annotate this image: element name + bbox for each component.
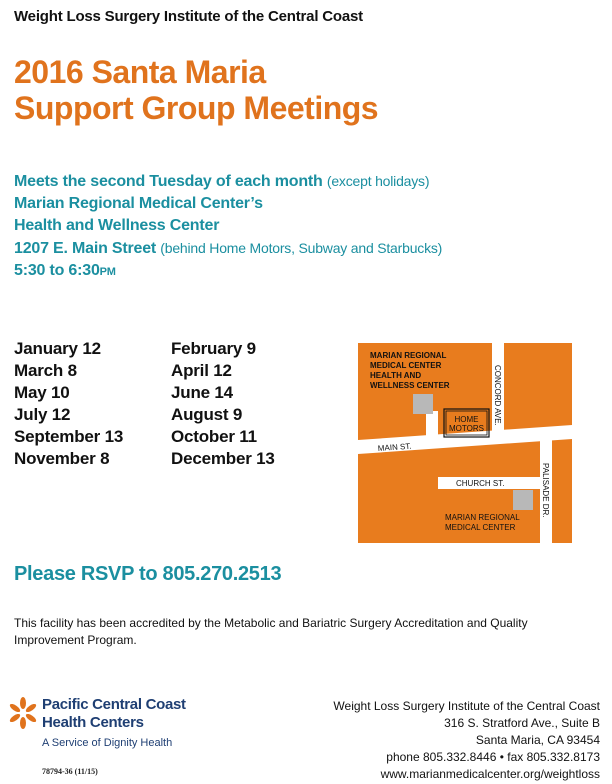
time-line	[14, 260, 604, 283]
home-motors-label-2: MOTORS	[449, 424, 484, 433]
meeting-info	[14, 170, 604, 283]
driveway-road	[426, 411, 438, 442]
wellness-center-label-2: MEDICAL CENTER	[370, 361, 442, 370]
dates-column-2	[171, 338, 275, 470]
meeting-date: August 9	[171, 405, 243, 424]
title-line-1: 2016 Santa Maria	[14, 54, 266, 90]
location-line-2: Health and Wellness Center	[14, 217, 220, 234]
address-line-2: 316 S. Stratford Ave., Suite B	[444, 716, 600, 730]
concord-ave-label: CONCORD AVE.	[493, 365, 502, 426]
meeting-date: July 12	[14, 405, 71, 424]
schedule-text: Meets the second Tuesday of each month	[14, 173, 323, 190]
medical-center-label-2: MEDICAL CENTER	[445, 523, 516, 532]
logo-tagline: A Service of Dignity Health	[42, 737, 173, 749]
street-text: 1207 E. Main Street	[14, 240, 157, 257]
wellness-center-label-4: WELLNESS CENTER	[370, 381, 450, 390]
address-line-3: Santa Maria, CA 93454	[475, 733, 600, 747]
contact-address	[333, 698, 600, 783]
time-text: 5:30 to 6:30	[14, 262, 100, 279]
address-line-1: Weight Loss Surgery Institute of the Central Coast	[333, 699, 600, 713]
meeting-date: June 14	[171, 383, 233, 402]
meeting-date: January 12	[14, 339, 101, 358]
church-st-label: CHURCH ST.	[456, 479, 505, 488]
website-link[interactable]: www.marianmedicalcenter.org/weightloss	[380, 767, 600, 781]
meeting-date: October 11	[171, 427, 257, 446]
logo-name-line-1: Pacific Central Coast	[42, 696, 186, 713]
institute-header: Weight Loss Surgery Institute of the Central Coast	[14, 8, 363, 25]
meeting-date: November 8	[14, 449, 110, 468]
street-note: (behind Home Motors, Subway and Starbucks)	[160, 240, 443, 256]
wellness-center-building	[413, 394, 433, 414]
wellness-center-label-1: MARIAN REGIONAL	[370, 351, 447, 360]
address-line-4: phone 805.332.8446 • fax 805.332.8173	[386, 750, 600, 764]
schedule-line	[14, 170, 604, 193]
logo-name-line-2: Health Centers	[42, 714, 144, 731]
meeting-date: March 8	[14, 361, 77, 380]
meeting-date: May 10	[14, 383, 70, 402]
home-motors-label-1: HOME	[454, 415, 479, 424]
page-title	[14, 54, 378, 126]
medical-center-building	[513, 490, 533, 510]
wellness-center-label-3: HEALTH AND	[370, 371, 422, 380]
logo-name	[42, 696, 186, 732]
accreditation-text: This facility has been accredited by the Metabolic and Bariatric Surgery Accreditation and Quality Improvement Program.	[14, 616, 528, 647]
meeting-date: December 13	[171, 449, 275, 468]
palisade-dr-label: PALISADE DR.	[541, 463, 550, 518]
medical-center-label-1: MARIAN REGIONAL	[445, 513, 520, 522]
dates-column-1	[14, 338, 123, 470]
street-line	[14, 237, 604, 260]
dignity-health-icon	[9, 697, 37, 729]
location-line-1: Marian Regional Medical Center’s	[14, 195, 263, 212]
time-suffix: PM	[99, 266, 116, 278]
title-line-2: Support Group Meetings	[14, 90, 379, 126]
rsvp-phone: Please RSVP to 805.270.2513	[14, 563, 282, 585]
meeting-date: April 12	[171, 361, 232, 380]
form-code: 78794-36 (11/15)	[42, 767, 98, 776]
location-map	[358, 343, 572, 543]
meeting-date: February 9	[171, 339, 256, 358]
schedule-note: (except holidays)	[326, 173, 430, 189]
meeting-date: September 13	[14, 427, 124, 446]
main-st-label: MAIN ST.	[377, 441, 412, 453]
